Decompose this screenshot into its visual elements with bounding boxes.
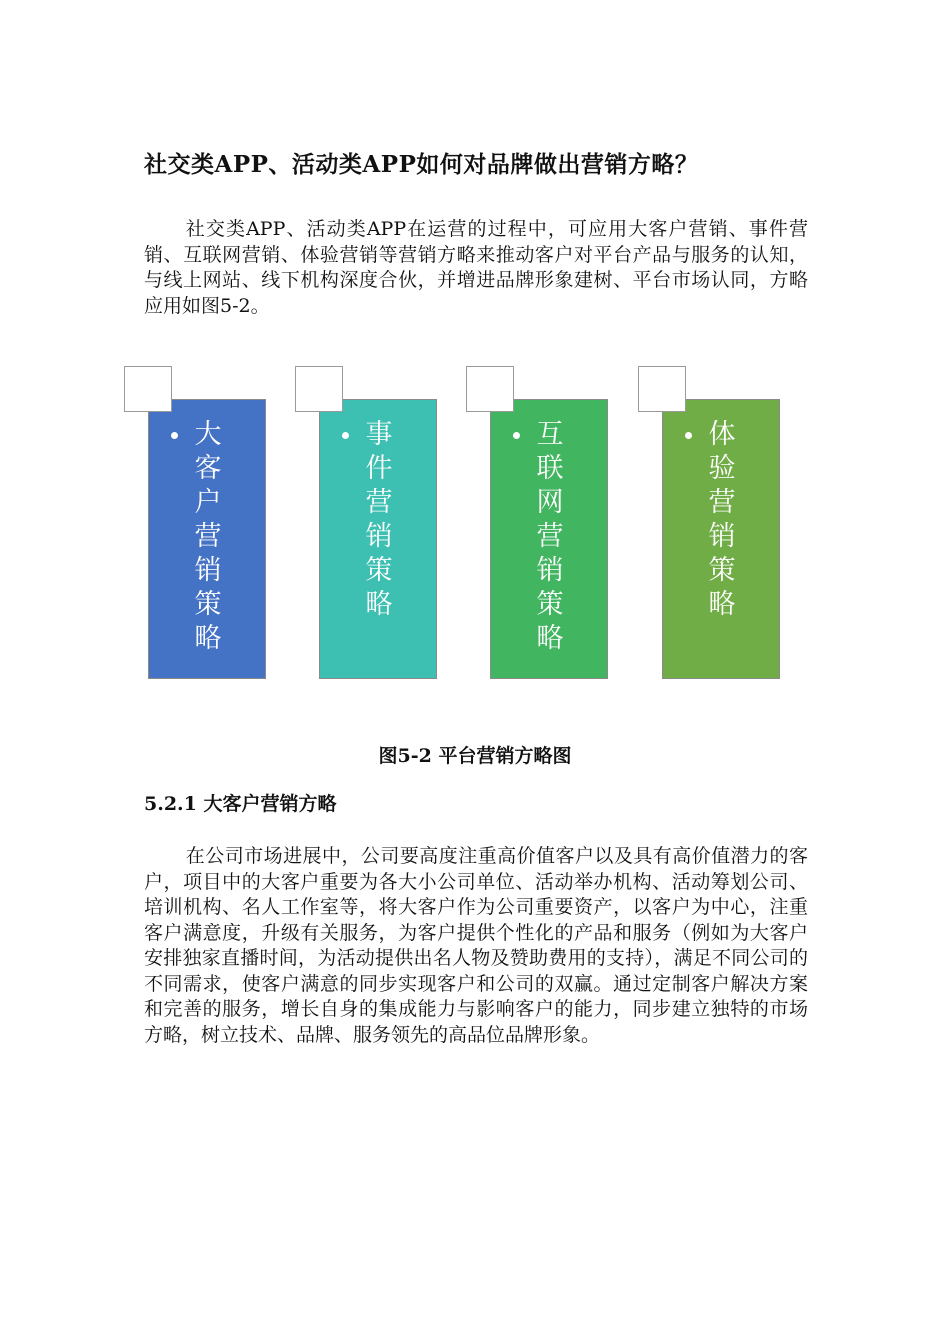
strategy-pillar-4: [662, 399, 780, 679]
strategy-pillar-2: [319, 399, 437, 679]
corner-box: [638, 366, 686, 412]
pillar-label: 互联网营销策略: [536, 419, 564, 654]
page-heading: 社交类APP、活动类APP如何对品牌做出营销方略？: [144, 151, 699, 178]
figure-caption: 图5-2 平台营销方略图: [378, 745, 572, 767]
bullet-icon: [685, 432, 692, 439]
corner-box: [295, 366, 343, 412]
section-heading: 5.2.1 大客户营销方略: [144, 793, 337, 815]
pillar-label: 事件营销策略: [365, 419, 393, 620]
bullet-icon: [513, 432, 520, 439]
bullet-icon: [342, 432, 349, 439]
pillar-label: 大客户营销策略: [194, 419, 222, 654]
intro-paragraph: 社交类APP、活动类APP在运营的过程中，可应用大客户营销、事件营销、互联网营销、体验营销等营销方略来推动客户对平台产品与服务的认知，与线上网站、线下机构深度合伙，并增进品牌形象建树、平台市场认同，方略应用如图5-2。: [144, 218, 808, 317]
bullet-icon: [171, 432, 178, 439]
corner-box: [466, 366, 514, 412]
strategy-pillar-3: [490, 399, 608, 679]
corner-box: [124, 366, 172, 412]
section-paragraph: 在公司市场进展中，公司要高度注重高价值客户以及具有高价值潜力的客户，项目中的大客户重要为各大小公司单位、活动举办机构、活动筹划公司、培训机构、名人工作室等，将大客户作为公司重要资产，以客户为中心，注重客户满意度，升级有关服务，为客户提供个性化的产品和服务（例如为大客户安排独家直播时间，为活动提供出名人物及赞助费用的支持），满足不同公司的不同需求，使客户满意的同步实现客户和公司的双赢。通过定制客户解决方案和完善的服务，增长自身的集成能力与影响客户的能力，同步建立独特的市场方略，树立技术、品牌、服务领先的高品位品牌形象。: [144, 845, 808, 1046]
strategy-pillar-1: [148, 399, 266, 679]
pillar-label: 体验营销策略: [708, 419, 736, 620]
